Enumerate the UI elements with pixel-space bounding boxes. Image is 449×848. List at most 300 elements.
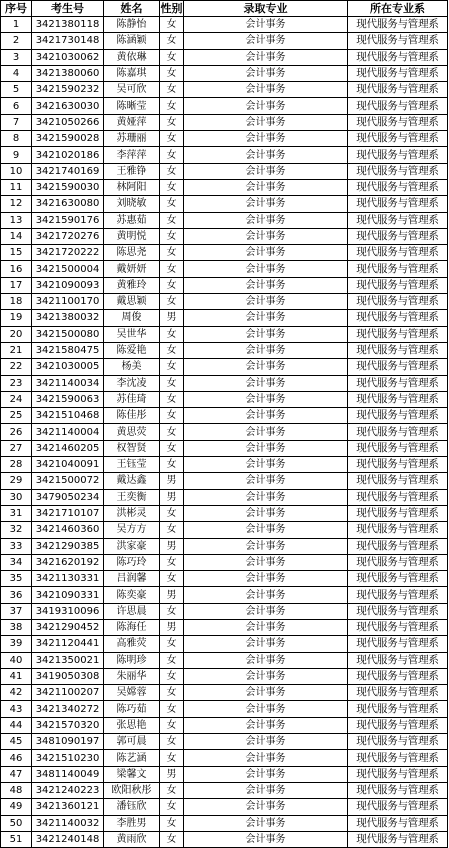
cell-name: 郭可晨: [104, 734, 160, 750]
cell-index: 4: [1, 65, 32, 81]
cell-exam-number: 3421620192: [32, 554, 104, 570]
cell-index: 22: [1, 359, 32, 375]
cell-gender: 男: [160, 619, 184, 635]
cell-index: 34: [1, 554, 32, 570]
cell-index: 43: [1, 701, 32, 717]
cell-major: 会计事务: [184, 33, 348, 49]
cell-major: 会计事务: [184, 717, 348, 733]
cell-index: 39: [1, 636, 32, 652]
cell-index: 48: [1, 782, 32, 798]
cell-exam-number: 3479050234: [32, 489, 104, 505]
table-row: [1, 505, 448, 521]
cell-name: 苏惠茹: [104, 212, 160, 228]
cell-gender: 女: [160, 668, 184, 684]
cell-exam-number: 3421730148: [32, 33, 104, 49]
cell-exam-number: 3421710107: [32, 505, 104, 521]
cell-gender: 女: [160, 212, 184, 228]
cell-department: 现代服务与管理系: [348, 147, 448, 163]
cell-major: 会计事务: [184, 294, 348, 310]
cell-gender: 女: [160, 408, 184, 424]
table-row: [1, 685, 448, 701]
cell-name: 黄雨欣: [104, 831, 160, 847]
cell-index: 25: [1, 408, 32, 424]
cell-index: 28: [1, 457, 32, 473]
cell-exam-number: 3421720276: [32, 228, 104, 244]
table-row: [1, 603, 448, 619]
table-row: [1, 98, 448, 114]
cell-index: 21: [1, 342, 32, 358]
cell-name: 陈巧玲: [104, 554, 160, 570]
cell-index: 16: [1, 261, 32, 277]
cell-index: 32: [1, 522, 32, 538]
cell-exam-number: 3421140034: [32, 375, 104, 391]
table-row: [1, 131, 448, 147]
table-row: [1, 424, 448, 440]
cell-department: 现代服务与管理系: [348, 179, 448, 195]
table-row: [1, 782, 448, 798]
cell-major: 会计事务: [184, 228, 348, 244]
cell-gender: 男: [160, 766, 184, 782]
cell-name: 黄娅萍: [104, 114, 160, 130]
cell-name: 高雅荧: [104, 636, 160, 652]
cell-index: 41: [1, 668, 32, 684]
cell-department: 现代服务与管理系: [348, 717, 448, 733]
table-row: [1, 636, 448, 652]
cell-index: 30: [1, 489, 32, 505]
cell-department: 现代服务与管理系: [348, 473, 448, 489]
cell-gender: 女: [160, 782, 184, 798]
cell-gender: 女: [160, 440, 184, 456]
cell-exam-number: 3421140004: [32, 424, 104, 440]
cell-name: 陈嘉琪: [104, 65, 160, 81]
cell-major: 会计事务: [184, 782, 348, 798]
cell-index: 5: [1, 82, 32, 98]
cell-name: 吴世华: [104, 326, 160, 342]
cell-gender: 女: [160, 717, 184, 733]
cell-department: 现代服务与管理系: [348, 114, 448, 130]
cell-index: 42: [1, 685, 32, 701]
cell-name: 王奕衡: [104, 489, 160, 505]
cell-department: 现代服务与管理系: [348, 619, 448, 635]
cell-name: 戴妍妍: [104, 261, 160, 277]
cell-gender: 女: [160, 603, 184, 619]
cell-gender: 女: [160, 261, 184, 277]
cell-index: 10: [1, 163, 32, 179]
table-row: [1, 587, 448, 603]
cell-major: 会计事务: [184, 131, 348, 147]
cell-major: 会计事务: [184, 685, 348, 701]
cell-gender: 女: [160, 114, 184, 130]
cell-gender: 女: [160, 65, 184, 81]
cell-department: 现代服务与管理系: [348, 163, 448, 179]
cell-name: 戴达鑫: [104, 473, 160, 489]
cell-exam-number: 3421040091: [32, 457, 104, 473]
cell-department: 现代服务与管理系: [348, 685, 448, 701]
cell-major: 会计事务: [184, 587, 348, 603]
cell-department: 现代服务与管理系: [348, 505, 448, 521]
cell-index: 6: [1, 98, 32, 114]
cell-exam-number: 3421590232: [32, 82, 104, 98]
cell-major: 会计事务: [184, 522, 348, 538]
cell-exam-number: 3421380060: [32, 65, 104, 81]
cell-major: 会计事务: [184, 326, 348, 342]
cell-index: 50: [1, 815, 32, 831]
cell-name: 陈海任: [104, 619, 160, 635]
cell-exam-number: 3421510468: [32, 408, 104, 424]
cell-gender: 女: [160, 245, 184, 261]
table-row: [1, 33, 448, 49]
cell-gender: 女: [160, 734, 184, 750]
cell-gender: 男: [160, 489, 184, 505]
table-row: [1, 163, 448, 179]
cell-exam-number: 3421460360: [32, 522, 104, 538]
cell-department: 现代服务与管理系: [348, 831, 448, 847]
cell-department: 现代服务与管理系: [348, 571, 448, 587]
cell-department: 现代服务与管理系: [348, 734, 448, 750]
cell-exam-number: 3421340272: [32, 701, 104, 717]
cell-major: 会计事务: [184, 65, 348, 81]
header-major: 录取专业: [184, 1, 348, 17]
cell-exam-number: 3421590030: [32, 179, 104, 195]
cell-department: 现代服务与管理系: [348, 522, 448, 538]
table-row: [1, 196, 448, 212]
cell-department: 现代服务与管理系: [348, 815, 448, 831]
cell-gender: 女: [160, 522, 184, 538]
cell-exam-number: 3421740169: [32, 163, 104, 179]
cell-gender: 男: [160, 587, 184, 603]
cell-name: 杨美: [104, 359, 160, 375]
cell-exam-number: 3421030062: [32, 49, 104, 65]
cell-gender: 女: [160, 831, 184, 847]
table-row: [1, 734, 448, 750]
cell-exam-number: 3419310096: [32, 603, 104, 619]
cell-department: 现代服务与管理系: [348, 457, 448, 473]
cell-name: 戴思颖: [104, 294, 160, 310]
cell-gender: 女: [160, 375, 184, 391]
cell-department: 现代服务与管理系: [348, 587, 448, 603]
cell-exam-number: 3421500072: [32, 473, 104, 489]
cell-major: 会计事务: [184, 408, 348, 424]
cell-index: 12: [1, 196, 32, 212]
table-row: [1, 538, 448, 554]
cell-index: 26: [1, 424, 32, 440]
cell-name: 洪家豪: [104, 538, 160, 554]
cell-name: 洪彬灵: [104, 505, 160, 521]
cell-gender: 女: [160, 179, 184, 195]
table-row: [1, 717, 448, 733]
cell-exam-number: 3421360121: [32, 799, 104, 815]
cell-department: 现代服务与管理系: [348, 359, 448, 375]
cell-exam-number: 3421630030: [32, 98, 104, 114]
cell-name: 陈奕豪: [104, 587, 160, 603]
cell-major: 会计事务: [184, 163, 348, 179]
table-row: [1, 49, 448, 65]
cell-department: 现代服务与管理系: [348, 668, 448, 684]
table-row: [1, 457, 448, 473]
table-row: [1, 522, 448, 538]
cell-department: 现代服务与管理系: [348, 245, 448, 261]
cell-index: 27: [1, 440, 32, 456]
cell-gender: 女: [160, 342, 184, 358]
cell-exam-number: 3481090197: [32, 734, 104, 750]
cell-name: 权智贤: [104, 440, 160, 456]
cell-name: 陈巧茹: [104, 701, 160, 717]
table-row: [1, 571, 448, 587]
cell-index: 18: [1, 294, 32, 310]
cell-department: 现代服务与管理系: [348, 603, 448, 619]
cell-major: 会计事务: [184, 261, 348, 277]
cell-department: 现代服务与管理系: [348, 701, 448, 717]
cell-index: 15: [1, 245, 32, 261]
cell-department: 现代服务与管理系: [348, 440, 448, 456]
cell-name: 陈艺涵: [104, 750, 160, 766]
header-name: 姓名: [104, 1, 160, 17]
cell-index: 29: [1, 473, 32, 489]
cell-gender: 女: [160, 359, 184, 375]
cell-major: 会计事务: [184, 375, 348, 391]
cell-name: 朱丽华: [104, 668, 160, 684]
cell-major: 会计事务: [184, 652, 348, 668]
cell-major: 会计事务: [184, 310, 348, 326]
cell-gender: 女: [160, 82, 184, 98]
cell-major: 会计事务: [184, 212, 348, 228]
cell-gender: 女: [160, 277, 184, 293]
cell-gender: 女: [160, 196, 184, 212]
cell-gender: 女: [160, 163, 184, 179]
cell-major: 会计事务: [184, 147, 348, 163]
cell-major: 会计事务: [184, 440, 348, 456]
cell-department: 现代服务与管理系: [348, 538, 448, 554]
cell-department: 现代服务与管理系: [348, 261, 448, 277]
cell-index: 49: [1, 799, 32, 815]
cell-gender: 女: [160, 799, 184, 815]
cell-major: 会计事务: [184, 391, 348, 407]
cell-major: 会计事务: [184, 750, 348, 766]
cell-major: 会计事务: [184, 245, 348, 261]
cell-name: 黄思荧: [104, 424, 160, 440]
table-row: [1, 212, 448, 228]
cell-name: 吴可欣: [104, 82, 160, 98]
table-row: [1, 342, 448, 358]
cell-department: 现代服务与管理系: [348, 326, 448, 342]
cell-major: 会计事务: [184, 571, 348, 587]
cell-exam-number: 3421100170: [32, 294, 104, 310]
cell-exam-number: 3421130331: [32, 571, 104, 587]
cell-major: 会计事务: [184, 619, 348, 635]
cell-major: 会计事务: [184, 636, 348, 652]
cell-name: 刘晓敏: [104, 196, 160, 212]
cell-index: 9: [1, 147, 32, 163]
cell-department: 现代服务与管理系: [348, 799, 448, 815]
cell-exam-number: 3421240148: [32, 831, 104, 847]
cell-name: 潘钰欣: [104, 799, 160, 815]
cell-major: 会计事务: [184, 554, 348, 570]
cell-gender: 女: [160, 49, 184, 65]
table-row: [1, 750, 448, 766]
table-row: [1, 179, 448, 195]
table-row: [1, 440, 448, 456]
cell-department: 现代服务与管理系: [348, 766, 448, 782]
table-row: [1, 391, 448, 407]
cell-exam-number: 3421590063: [32, 391, 104, 407]
cell-exam-number: 3421570320: [32, 717, 104, 733]
cell-name: 陈思尧: [104, 245, 160, 261]
table-row: [1, 815, 448, 831]
cell-name: 李胜男: [104, 815, 160, 831]
cell-gender: 女: [160, 131, 184, 147]
cell-index: 13: [1, 212, 32, 228]
cell-index: 23: [1, 375, 32, 391]
table-row: [1, 652, 448, 668]
cell-exam-number: 3421630080: [32, 196, 104, 212]
cell-department: 现代服务与管理系: [348, 196, 448, 212]
cell-index: 24: [1, 391, 32, 407]
cell-exam-number: 3421380032: [32, 310, 104, 326]
cell-exam-number: 3421030005: [32, 359, 104, 375]
table-row: [1, 489, 448, 505]
cell-name: 陈明珍: [104, 652, 160, 668]
table-row: [1, 245, 448, 261]
table-row: [1, 554, 448, 570]
cell-index: 3: [1, 49, 32, 65]
cell-exam-number: 3421500004: [32, 261, 104, 277]
cell-exam-number: 3421350021: [32, 652, 104, 668]
cell-index: 44: [1, 717, 32, 733]
cell-gender: 女: [160, 33, 184, 49]
cell-major: 会计事务: [184, 734, 348, 750]
table-row: [1, 831, 448, 847]
cell-gender: 男: [160, 310, 184, 326]
cell-exam-number: 3421020186: [32, 147, 104, 163]
cell-exam-number: 3481140049: [32, 766, 104, 782]
table-row: [1, 326, 448, 342]
cell-gender: 女: [160, 554, 184, 570]
cell-name: 陈爱艳: [104, 342, 160, 358]
cell-name: 许思晨: [104, 603, 160, 619]
cell-gender: 女: [160, 228, 184, 244]
cell-department: 现代服务与管理系: [348, 98, 448, 114]
cell-major: 会计事务: [184, 82, 348, 98]
cell-major: 会计事务: [184, 799, 348, 815]
cell-exam-number: 3421500080: [32, 326, 104, 342]
cell-name: 王钰莹: [104, 457, 160, 473]
cell-index: 2: [1, 33, 32, 49]
cell-exam-number: 3421590028: [32, 131, 104, 147]
cell-name: 黄依琳: [104, 49, 160, 65]
cell-exam-number: 3421590176: [32, 212, 104, 228]
cell-department: 现代服务与管理系: [348, 652, 448, 668]
cell-name: 林阿阳: [104, 179, 160, 195]
header-index: 序号: [1, 1, 32, 17]
cell-name: 王雅铮: [104, 163, 160, 179]
cell-major: 会计事务: [184, 766, 348, 782]
cell-name: 苏佳琦: [104, 391, 160, 407]
table-row: [1, 375, 448, 391]
cell-department: 现代服务与管理系: [348, 489, 448, 505]
cell-gender: 女: [160, 424, 184, 440]
table-row: [1, 619, 448, 635]
cell-index: 20: [1, 326, 32, 342]
cell-exam-number: 3419050308: [32, 668, 104, 684]
cell-index: 38: [1, 619, 32, 635]
cell-department: 现代服务与管理系: [348, 65, 448, 81]
cell-major: 会计事务: [184, 538, 348, 554]
table-row: [1, 65, 448, 81]
cell-exam-number: 3421120441: [32, 636, 104, 652]
cell-major: 会计事务: [184, 359, 348, 375]
header-exam-number: 考生号: [32, 1, 104, 17]
cell-gender: 女: [160, 750, 184, 766]
cell-major: 会计事务: [184, 505, 348, 521]
cell-name: 吕润馨: [104, 571, 160, 587]
table-row: [1, 277, 448, 293]
cell-exam-number: 3421050266: [32, 114, 104, 130]
cell-department: 现代服务与管理系: [348, 82, 448, 98]
cell-department: 现代服务与管理系: [348, 750, 448, 766]
header-row: [1, 1, 448, 17]
cell-exam-number: 3421290385: [32, 538, 104, 554]
cell-exam-number: 3421100207: [32, 685, 104, 701]
cell-index: 40: [1, 652, 32, 668]
header-gender: 性别: [160, 2, 183, 15]
cell-major: 会计事务: [184, 196, 348, 212]
cell-index: 1: [1, 17, 32, 33]
cell-exam-number: 3421580475: [32, 342, 104, 358]
cell-department: 现代服务与管理系: [348, 636, 448, 652]
cell-gender: 女: [160, 636, 184, 652]
cell-major: 会计事务: [184, 473, 348, 489]
cell-department: 现代服务与管理系: [348, 49, 448, 65]
table-row: [1, 359, 448, 375]
cell-major: 会计事务: [184, 831, 348, 847]
cell-gender: 女: [160, 98, 184, 114]
cell-index: 19: [1, 310, 32, 326]
cell-index: 37: [1, 603, 32, 619]
cell-department: 现代服务与管理系: [348, 554, 448, 570]
cell-name: 李沈凌: [104, 375, 160, 391]
cell-gender: 女: [160, 326, 184, 342]
cell-major: 会计事务: [184, 424, 348, 440]
cell-gender: 女: [160, 505, 184, 521]
table-row: [1, 473, 448, 489]
cell-department: 现代服务与管理系: [348, 131, 448, 147]
cell-name: 黄明悦: [104, 228, 160, 244]
cell-gender: 男: [160, 538, 184, 554]
cell-name: 陈涵颖: [104, 33, 160, 49]
table-row: [1, 17, 448, 33]
cell-major: 会计事务: [184, 277, 348, 293]
header-department: 所在专业系: [348, 1, 448, 17]
cell-exam-number: 3421240223: [32, 782, 104, 798]
cell-exam-number: 3421090331: [32, 587, 104, 603]
cell-department: 现代服务与管理系: [348, 342, 448, 358]
table-row: [1, 310, 448, 326]
cell-gender: 女: [160, 147, 184, 163]
cell-major: 会计事务: [184, 668, 348, 684]
cell-gender: 男: [160, 473, 184, 489]
cell-gender: 女: [160, 457, 184, 473]
cell-index: 11: [1, 179, 32, 195]
cell-department: 现代服务与管理系: [348, 424, 448, 440]
cell-name: 吴方方: [104, 522, 160, 538]
cell-major: 会计事务: [184, 342, 348, 358]
cell-major: 会计事务: [184, 603, 348, 619]
cell-department: 现代服务与管理系: [348, 294, 448, 310]
cell-name: 陈静怡: [104, 17, 160, 33]
cell-index: 7: [1, 114, 32, 130]
cell-department: 现代服务与管理系: [348, 310, 448, 326]
cell-name: 张思艳: [104, 717, 160, 733]
